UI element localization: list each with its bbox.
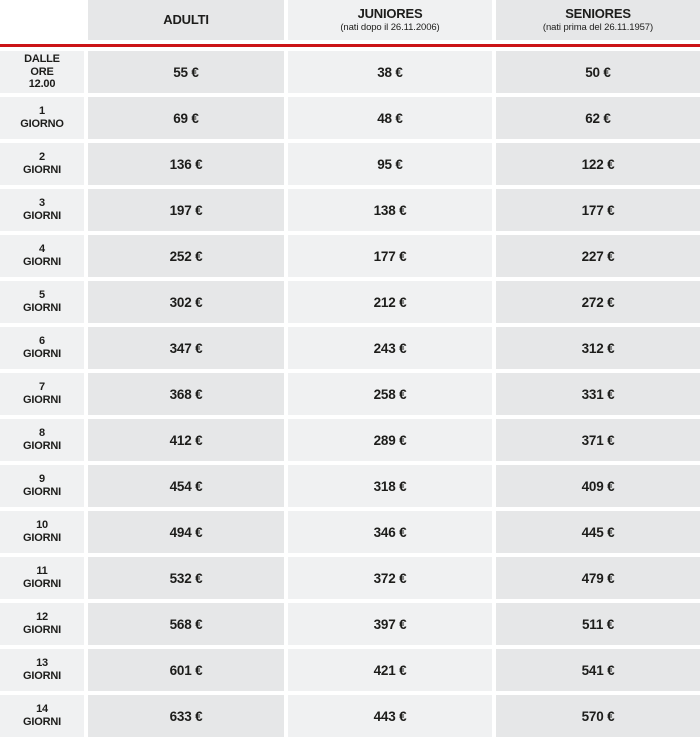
price-cell-seniores: 122 € bbox=[496, 143, 700, 185]
price-cell-seniores: 50 € bbox=[496, 51, 700, 93]
price-cell-adulti: 568 € bbox=[88, 603, 284, 645]
price-cell-juniores: 38 € bbox=[288, 51, 492, 93]
price-cell-adulti: 601 € bbox=[88, 649, 284, 691]
price-cell-juniores: 243 € bbox=[288, 327, 492, 369]
price-cell-seniores: 62 € bbox=[496, 97, 700, 139]
column-header-adulti bbox=[88, 0, 284, 40]
price-cell-juniores: 289 € bbox=[288, 419, 492, 461]
price-cell-juniores: 177 € bbox=[288, 235, 492, 277]
price-cell-juniores: 95 € bbox=[288, 143, 492, 185]
price-cell-juniores: 443 € bbox=[288, 695, 492, 737]
row-label: 6 GIORNI bbox=[0, 327, 84, 369]
column-header-seniores bbox=[496, 0, 700, 40]
price-cell-juniores: 372 € bbox=[288, 557, 492, 599]
price-cell-adulti: 69 € bbox=[88, 97, 284, 139]
price-cell-adulti: 494 € bbox=[88, 511, 284, 553]
price-cell-seniores: 371 € bbox=[496, 419, 700, 461]
price-cell-juniores: 421 € bbox=[288, 649, 492, 691]
row-label: 11 GIORNI bbox=[0, 557, 84, 599]
column-header-juniores-label: JUNIORES bbox=[357, 5, 423, 21]
price-cell-seniores: 331 € bbox=[496, 373, 700, 415]
row-label: 8 GIORNI bbox=[0, 419, 84, 461]
column-header-juniores bbox=[288, 0, 492, 40]
column-header-adulti-label: ADULTI bbox=[163, 11, 209, 27]
price-cell-adulti: 347 € bbox=[88, 327, 284, 369]
row-label: 10 GIORNI bbox=[0, 511, 84, 553]
column-header-seniores-label: SENIORES bbox=[565, 5, 631, 21]
row-label: 1 GIORNO bbox=[0, 97, 84, 139]
price-cell-seniores: 177 € bbox=[496, 189, 700, 231]
row-label: 7 GIORNI bbox=[0, 373, 84, 415]
price-cell-seniores: 479 € bbox=[496, 557, 700, 599]
price-cell-juniores: 318 € bbox=[288, 465, 492, 507]
row-label: 9 GIORNI bbox=[0, 465, 84, 507]
price-cell-seniores: 227 € bbox=[496, 235, 700, 277]
price-cell-juniores: 138 € bbox=[288, 189, 492, 231]
price-cell-seniores: 445 € bbox=[496, 511, 700, 553]
price-cell-juniores: 346 € bbox=[288, 511, 492, 553]
red-divider-line bbox=[0, 44, 700, 47]
row-label: 13 GIORNI bbox=[0, 649, 84, 691]
price-cell-adulti: 532 € bbox=[88, 557, 284, 599]
row-label: 3 GIORNI bbox=[0, 189, 84, 231]
row-label: 14 GIORNI bbox=[0, 695, 84, 737]
price-cell-juniores: 258 € bbox=[288, 373, 492, 415]
row-label: 5 GIORNI bbox=[0, 281, 84, 323]
price-cell-juniores: 212 € bbox=[288, 281, 492, 323]
row-label: 12 GIORNI bbox=[0, 603, 84, 645]
price-cell-seniores: 570 € bbox=[496, 695, 700, 737]
column-header-seniores-subtitle: (nati prima del 26.11.1957) bbox=[542, 21, 654, 33]
price-cell-seniores: 312 € bbox=[496, 327, 700, 369]
price-cell-adulti: 197 € bbox=[88, 189, 284, 231]
row-label: 4 GIORNI bbox=[0, 235, 84, 277]
price-cell-adulti: 252 € bbox=[88, 235, 284, 277]
price-cell-seniores: 272 € bbox=[496, 281, 700, 323]
row-label: 2 GIORNI bbox=[0, 143, 84, 185]
price-cell-adulti: 136 € bbox=[88, 143, 284, 185]
price-cell-adulti: 55 € bbox=[88, 51, 284, 93]
price-cell-seniores: 409 € bbox=[496, 465, 700, 507]
price-cell-adulti: 368 € bbox=[88, 373, 284, 415]
column-header-empty bbox=[0, 0, 84, 40]
price-cell-juniores: 397 € bbox=[288, 603, 492, 645]
row-label: DALLE ORE 12.00 bbox=[0, 51, 84, 93]
price-cell-seniores: 541 € bbox=[496, 649, 700, 691]
price-cell-adulti: 633 € bbox=[88, 695, 284, 737]
price-cell-juniores: 48 € bbox=[288, 97, 492, 139]
column-header-juniores-subtitle: (nati dopo il 26.11.2006) bbox=[340, 21, 440, 33]
price-cell-adulti: 412 € bbox=[88, 419, 284, 461]
price-cell-seniores: 511 € bbox=[496, 603, 700, 645]
price-cell-adulti: 454 € bbox=[88, 465, 284, 507]
price-cell-adulti: 302 € bbox=[88, 281, 284, 323]
